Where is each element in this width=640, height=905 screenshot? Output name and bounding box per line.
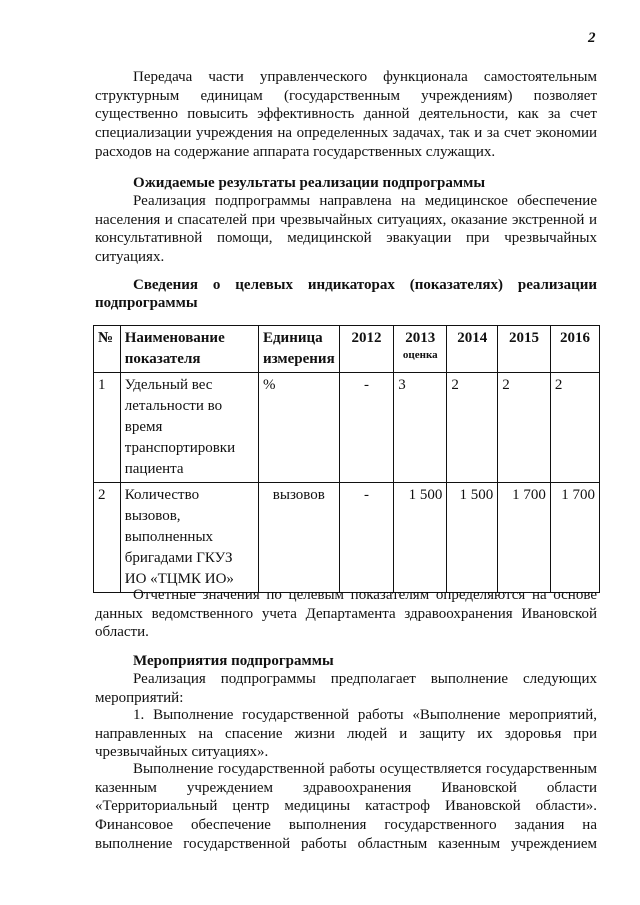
- row-2013: 1 500: [394, 483, 447, 593]
- page-number: 2: [588, 30, 596, 46]
- intro-paragraph: Передача части управленческого функционала самостоятельным структурным единицам (государственным учреждениям) позволяет существенно повысить эффективность данной деятельности, как за счет специализации учреждения на определенных задачах, так и за счет экономии расходов на содержание аппарата государственных служащих.: [95, 69, 597, 160]
- row-num: 2: [94, 483, 121, 593]
- row-name: Удельный вес летальности во время транспортировки пациента: [120, 373, 258, 483]
- activities-paragraph: Выполнение государственной работы осуществляется государственным казенным учреждением здравоохранения Ивановской области «Территориальный центр медицины катастроф Ивановской области». Финансовое обеспечение выполнения государственного задания на выполнение государственной работы областным казенным учреждением: [95, 761, 597, 852]
- row-2015: 1 700: [498, 483, 551, 593]
- col-2013-note: оценка: [402, 349, 438, 361]
- col-num-header: №: [94, 326, 121, 373]
- col-2015-header: 2015: [498, 326, 551, 373]
- col-2016-header: 2016: [550, 326, 599, 373]
- indicators-heading: Сведения о целевых индикаторах (показателях) реализации подпрограммы: [95, 277, 597, 311]
- row-2016: 1 700: [550, 483, 599, 593]
- row-name: Количество вызовов, выполненных бригадами ГКУЗ ИО «ТЦМК ИО»: [120, 483, 258, 593]
- row-2012: -: [339, 483, 394, 593]
- indicators-table: [93, 325, 600, 593]
- col-2012-header: 2012: [339, 326, 394, 373]
- table-header-row: [94, 326, 600, 373]
- col-2013-year: 2013: [405, 330, 436, 346]
- indicators-note: Отчетные значения по целевым показателям определяются на основе данных ведомственного учета Департамента здравоохранения Ивановской области.: [95, 587, 597, 641]
- activities-intro: Реализация подпрограммы предполагает выполнение следующих мероприятий:: [95, 671, 597, 706]
- row-unit: %: [258, 373, 339, 483]
- table-row: [94, 483, 600, 593]
- row-2015: 2: [498, 373, 551, 483]
- row-2012: -: [339, 373, 394, 483]
- row-unit: вызовов: [258, 483, 339, 593]
- activities-item-1: 1. Выполнение государственной работы «Выполнение мероприятий, направленных на спасение жизни людей и защиту их здоровья при чрезвычайных ситуациях».: [95, 707, 597, 761]
- activities-heading: Мероприятия подпрограммы: [133, 653, 334, 669]
- row-num: 1: [94, 373, 121, 483]
- results-paragraph: Реализация подпрограммы направлена на медицинское обеспечение населения и спасателей при чрезвычайных ситуациях, оказание экстренной и консультативной помощи, медицинской эвакуации при чрезвычайных ситуациях.: [95, 193, 597, 266]
- col-2014-header: 2014: [447, 326, 498, 373]
- row-2016: 2: [550, 373, 599, 483]
- row-2014: 1 500: [447, 483, 498, 593]
- col-name-header: Наименование показателя: [120, 326, 258, 373]
- row-2014: 2: [447, 373, 498, 483]
- results-heading: Ожидаемые результаты реализации подпрограммы: [133, 175, 486, 191]
- table-row: [94, 373, 600, 483]
- col-unit-header: Единица измерения: [258, 326, 339, 373]
- row-2013: 3: [394, 373, 447, 483]
- col-2013-header: [394, 326, 447, 373]
